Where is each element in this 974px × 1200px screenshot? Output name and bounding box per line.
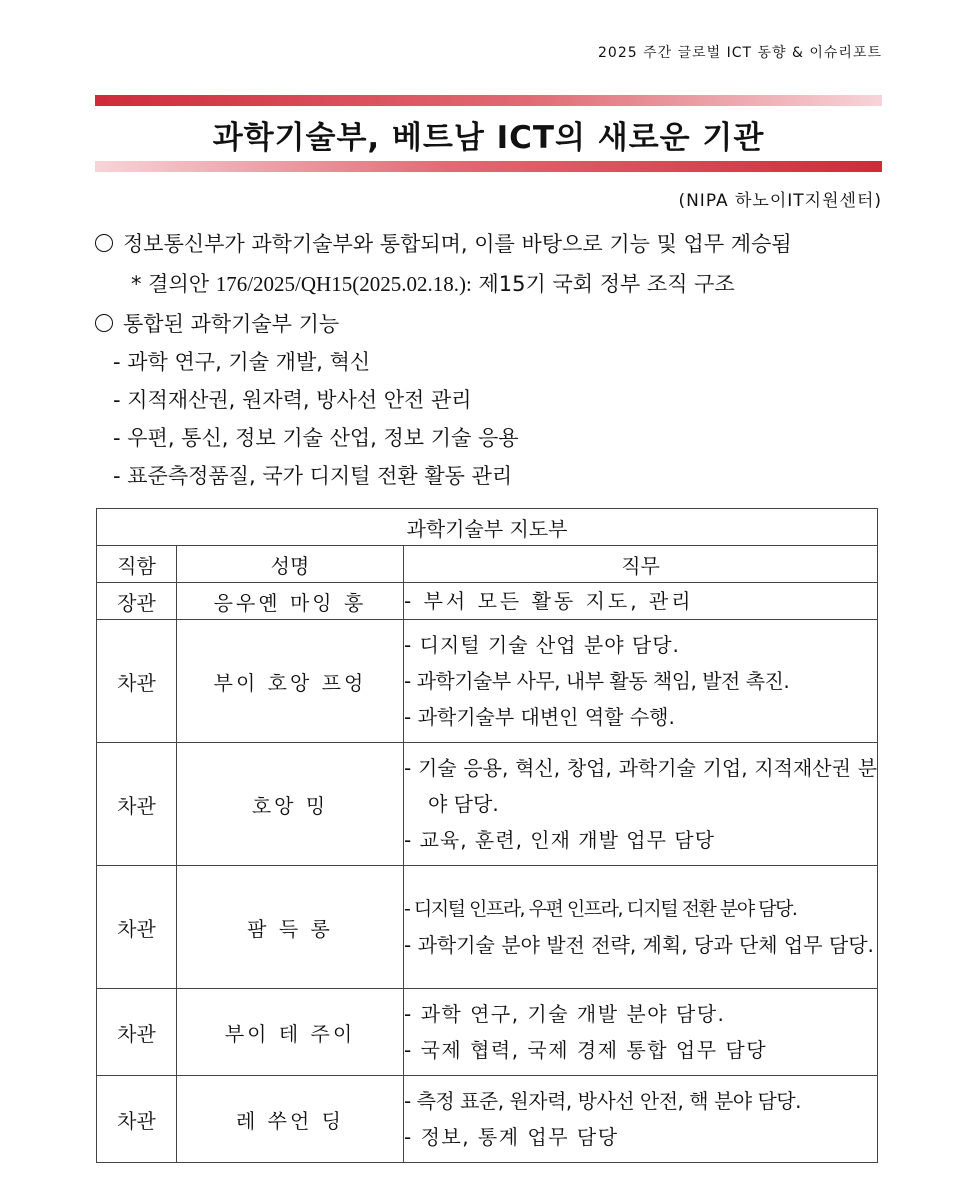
function-item: - 지적재산권, 원자력, 방사선 안전 관리 [113,388,472,412]
duty-line: - 부서 모든 활동 지도, 관리 [404,589,694,613]
bullet-text: 통합된 과학기술부 기능 [123,312,340,336]
duty-line: - 기술 응용, 혁신, 창업, 과학기술 기업, 지적재산권 분야 담당. [404,756,878,816]
cell-title: 차관 [97,1076,177,1163]
table-caption: 과학기술부 지도부 [97,509,878,546]
source-label: (NIPA 하노이IT지원센터) [678,191,882,211]
cell-name: 응우옌 마잉 훙 [177,583,404,620]
cell-duty [404,620,878,743]
table-row [97,989,878,1076]
cell-title: 차관 [97,866,177,989]
cell-duty [404,583,878,620]
circle-bullet-icon [95,314,113,332]
cell-title: 차관 [97,989,177,1076]
circle-bullet-icon [95,234,113,252]
title-bar-bottom [95,161,882,172]
cell-name: 호앙 밍 [177,743,404,866]
duty-line: - 과학기술부 대변인 역할 수행. [404,705,675,729]
bullet-item-2 [95,308,339,338]
header-title: 직함 [97,546,177,583]
table-row [97,583,878,620]
bullet-note [131,268,735,298]
note-prefix: * 결의안 [131,272,216,296]
cell-duty [404,1076,878,1163]
cell-duty [404,743,878,866]
cell-duty [404,989,878,1076]
resolution-code: 176/2025/QH15(2025.02.18.): [215,272,472,296]
duty-line: - 과학기술 분야 발전 전략, 계획, 당과 단체 업무 담당. [404,933,874,957]
duty-line: - 과학 연구, 기술 개발 분야 담당. [404,1002,726,1026]
cell-title: 장관 [97,583,177,620]
function-item: - 표준측정품질, 국가 디지털 전환 활동 관리 [113,464,513,488]
table-header-row [97,546,878,583]
cell-name: 부이 호앙 프엉 [177,620,404,743]
table-row [97,743,878,866]
cell-name: 부이 테 주이 [177,989,404,1076]
duty-line: - 과학기술부 사무, 내부 활동 책임, 발전 촉진. [404,669,790,693]
bullet-text: 정보통신부가 과학기술부와 통합되며, 이를 바탕으로 기능 및 업무 계승됨 [123,232,792,256]
duty-line: - 국제 협력, 국제 경제 통합 업무 담당 [404,1038,768,1062]
duty-line: - 정보, 통계 업무 담당 [404,1125,619,1149]
header-duty: 직무 [404,546,878,583]
report-header: 2025 주간 글로벌 ICT 동향 & 이슈리포트 [598,45,882,61]
cell-name: 레 쑤언 딩 [177,1076,404,1163]
cell-name: 팜 득 롱 [177,866,404,989]
cell-title: 차관 [97,743,177,866]
function-item: - 과학 연구, 기술 개발, 혁신 [113,350,371,374]
leadership-table [96,508,878,1163]
header-name: 성명 [177,546,404,583]
page-title: 과학기술부, 베트남 ICT의 새로운 기관 [212,120,765,156]
duty-line: - 디지털 기술 산업 분야 담당. [404,633,680,657]
title-bar-top [95,95,882,106]
table-row [97,620,878,743]
cell-title: 차관 [97,620,177,743]
duty-line: - 교육, 훈련, 인재 개발 업무 담당 [404,828,715,852]
bullet-item-1 [95,228,792,258]
table-row [97,1076,878,1163]
cell-duty [404,866,878,989]
table-caption-row [97,509,878,546]
function-item: - 우편, 통신, 정보 기술 산업, 정보 기술 응용 [113,426,519,450]
duty-line: - 측정 표준, 원자력, 방사선 안전, 핵 분야 담당. [404,1089,801,1113]
note-suffix: 제15기 국회 정부 조직 구조 [471,272,735,296]
table-row [97,866,878,989]
duty-line: - 디지털 인프라, 우편 인프라, 디지털 전환 분야 담당. [404,898,797,920]
